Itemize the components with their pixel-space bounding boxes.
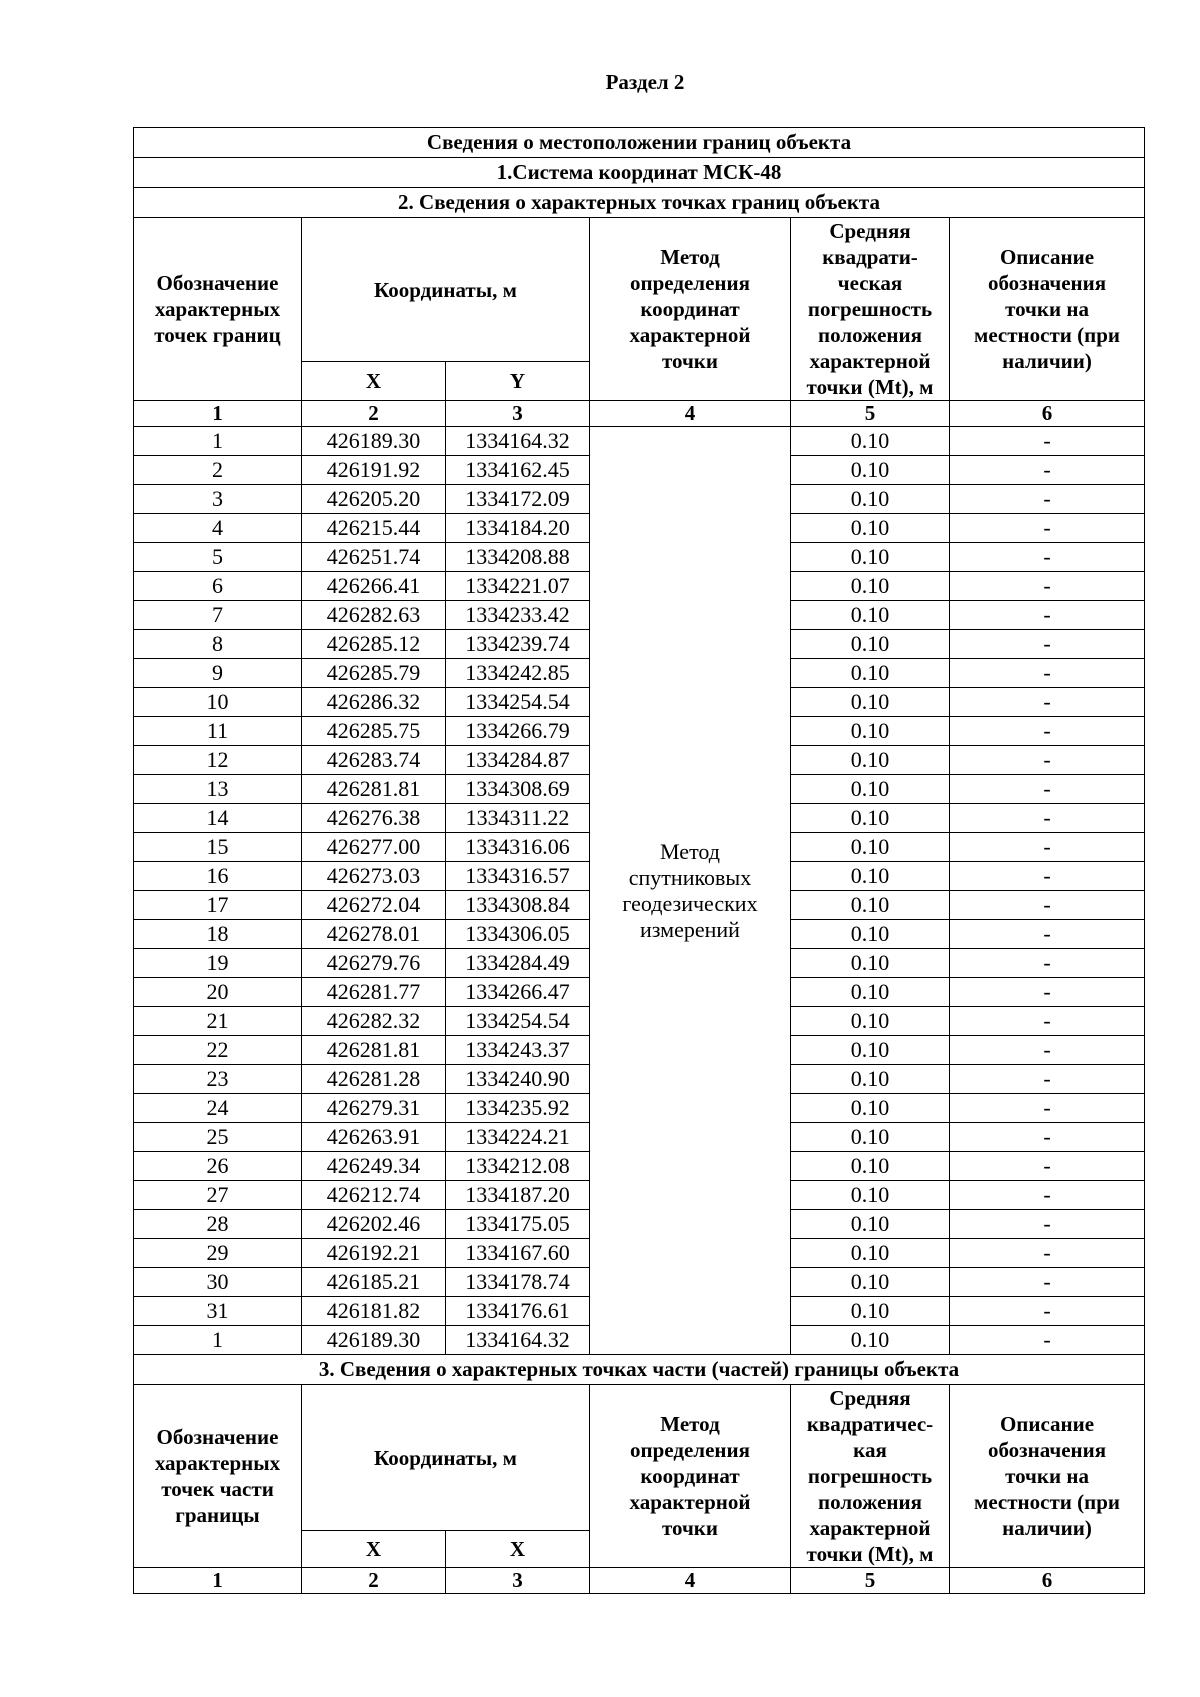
page-heading: Раздел 2 xyxy=(605,70,685,94)
method-text: Метод спутниковых геодезических измерений xyxy=(622,838,758,942)
error-cell: 0.10 xyxy=(791,456,950,485)
column-number: 2 xyxy=(302,1568,446,1594)
y-coordinate-cell: 1334242.85 xyxy=(446,659,590,688)
section2-title: 2. Сведения о характерных точках границ объекта xyxy=(134,188,1145,218)
column-number: 3 xyxy=(446,1568,590,1594)
description-cell: - xyxy=(950,862,1145,891)
y-coordinate-cell: 1334254.54 xyxy=(446,1007,590,1036)
point-number-cell: 1 xyxy=(134,1326,302,1355)
y-coordinate-cell: 1334164.32 xyxy=(446,427,590,456)
description-cell: - xyxy=(950,427,1145,456)
x-coordinate-cell: 426266.41 xyxy=(302,572,446,601)
x-coordinate-cell: 426285.75 xyxy=(302,717,446,746)
description-cell: - xyxy=(950,1326,1145,1355)
description-cell: - xyxy=(950,1152,1145,1181)
x-coordinate-cell: 426181.82 xyxy=(302,1297,446,1326)
error-cell: 0.10 xyxy=(791,717,950,746)
x-coordinate-cell: 426189.30 xyxy=(302,1326,446,1355)
x-coordinate-cell: 426205.20 xyxy=(302,485,446,514)
column-number: 5 xyxy=(791,401,950,427)
y-coordinate-cell: 1334284.87 xyxy=(446,746,590,775)
x-coordinate-cell: 426263.91 xyxy=(302,1123,446,1152)
table-row xyxy=(134,427,1145,456)
error-cell: 0.10 xyxy=(791,746,950,775)
description-cell: - xyxy=(950,1123,1145,1152)
x-coordinate-cell: 426212.74 xyxy=(302,1181,446,1210)
s3-header-error: Средняя квадратичес- кая погрешность положения характерной точки (Mt), м xyxy=(791,1385,950,1568)
column-number: 6 xyxy=(950,1568,1145,1594)
description-cell: - xyxy=(950,1065,1145,1094)
point-number-cell: 11 xyxy=(134,717,302,746)
table-title: Сведения о местоположении границ объекта xyxy=(134,128,1145,158)
error-cell: 0.10 xyxy=(791,1297,950,1326)
description-cell: - xyxy=(950,1268,1145,1297)
x-coordinate-cell: 426273.03 xyxy=(302,862,446,891)
error-cell: 0.10 xyxy=(791,1239,950,1268)
x-coordinate-cell: 426276.38 xyxy=(302,804,446,833)
description-cell: - xyxy=(950,688,1145,717)
s3-header-method: Метод определения координат характерной точки xyxy=(590,1385,791,1568)
s2-header-y: Y xyxy=(446,362,590,401)
description-cell: - xyxy=(950,1007,1145,1036)
error-cell: 0.10 xyxy=(791,601,950,630)
x-coordinate-cell: 426202.46 xyxy=(302,1210,446,1239)
x-coordinate-cell: 426215.44 xyxy=(302,514,446,543)
error-cell: 0.10 xyxy=(791,427,950,456)
s2-header-desc: Описание обозначения точки на местности (при наличии) xyxy=(950,218,1145,401)
point-number-cell: 7 xyxy=(134,601,302,630)
x-coordinate-cell: 426249.34 xyxy=(302,1152,446,1181)
error-cell: 0.10 xyxy=(791,1210,950,1239)
point-number-cell: 21 xyxy=(134,1007,302,1036)
error-cell: 0.10 xyxy=(791,485,950,514)
description-cell: - xyxy=(950,949,1145,978)
column-number: 1 xyxy=(134,401,302,427)
x-coordinate-cell: 426279.31 xyxy=(302,1094,446,1123)
error-cell: 0.10 xyxy=(791,949,950,978)
description-cell: - xyxy=(950,746,1145,775)
s2-header-coords: Координаты, м xyxy=(302,218,590,362)
y-coordinate-cell: 1334184.20 xyxy=(446,514,590,543)
description-cell: - xyxy=(950,1297,1145,1326)
description-cell: - xyxy=(950,514,1145,543)
method-cell xyxy=(590,427,791,1355)
error-cell: 0.10 xyxy=(791,775,950,804)
column-number: 2 xyxy=(302,401,446,427)
coordinate-system: 1.Система координат МСК-48 xyxy=(134,158,1145,188)
description-cell: - xyxy=(950,804,1145,833)
point-number-cell: 9 xyxy=(134,659,302,688)
x-coordinate-cell: 426285.79 xyxy=(302,659,446,688)
description-cell: - xyxy=(950,1181,1145,1210)
point-number-cell: 31 xyxy=(134,1297,302,1326)
description-cell: - xyxy=(950,1210,1145,1239)
description-cell: - xyxy=(950,630,1145,659)
error-cell: 0.10 xyxy=(791,862,950,891)
description-cell: - xyxy=(950,891,1145,920)
s3-column-numbers xyxy=(134,1568,1145,1594)
description-cell: - xyxy=(950,572,1145,601)
point-number-cell: 12 xyxy=(134,746,302,775)
description-cell: - xyxy=(950,1094,1145,1123)
error-cell: 0.10 xyxy=(791,659,950,688)
y-coordinate-cell: 1334172.09 xyxy=(446,485,590,514)
description-cell: - xyxy=(950,543,1145,572)
error-cell: 0.10 xyxy=(791,1007,950,1036)
y-coordinate-cell: 1334316.06 xyxy=(446,833,590,862)
x-coordinate-cell: 426283.74 xyxy=(302,746,446,775)
x-coordinate-cell: 426279.76 xyxy=(302,949,446,978)
x-coordinate-cell: 426282.32 xyxy=(302,1007,446,1036)
description-cell: - xyxy=(950,659,1145,688)
error-cell: 0.10 xyxy=(791,1268,950,1297)
point-number-cell: 30 xyxy=(134,1268,302,1297)
point-number-cell: 14 xyxy=(134,804,302,833)
x-coordinate-cell: 426189.30 xyxy=(302,427,446,456)
point-number-cell: 8 xyxy=(134,630,302,659)
point-number-cell: 18 xyxy=(134,920,302,949)
description-cell: - xyxy=(950,775,1145,804)
point-number-cell: 10 xyxy=(134,688,302,717)
description-cell: - xyxy=(950,717,1145,746)
point-number-cell: 28 xyxy=(134,1210,302,1239)
y-coordinate-cell: 1334212.08 xyxy=(446,1152,590,1181)
boundary-table xyxy=(133,127,1145,1594)
point-number-cell: 17 xyxy=(134,891,302,920)
y-coordinate-cell: 1334266.47 xyxy=(446,978,590,1007)
description-cell: - xyxy=(950,920,1145,949)
point-number-cell: 3 xyxy=(134,485,302,514)
column-number: 1 xyxy=(134,1568,302,1594)
y-coordinate-cell: 1334208.88 xyxy=(446,543,590,572)
error-cell: 0.10 xyxy=(791,1094,950,1123)
error-cell: 0.10 xyxy=(791,572,950,601)
s2-header-method: Метод определения координат характерной точки xyxy=(590,218,791,401)
error-cell: 0.10 xyxy=(791,1036,950,1065)
point-number-cell: 20 xyxy=(134,978,302,1007)
description-cell: - xyxy=(950,833,1145,862)
point-number-cell: 25 xyxy=(134,1123,302,1152)
y-coordinate-cell: 1334266.79 xyxy=(446,717,590,746)
x-coordinate-cell: 426251.74 xyxy=(302,543,446,572)
y-coordinate-cell: 1334176.61 xyxy=(446,1297,590,1326)
column-number: 6 xyxy=(950,401,1145,427)
s3-header-y: X xyxy=(446,1531,590,1568)
x-coordinate-cell: 426192.21 xyxy=(302,1239,446,1268)
point-number-cell: 16 xyxy=(134,862,302,891)
error-cell: 0.10 xyxy=(791,1065,950,1094)
point-number-cell: 27 xyxy=(134,1181,302,1210)
y-coordinate-cell: 1334306.05 xyxy=(446,920,590,949)
point-number-cell: 29 xyxy=(134,1239,302,1268)
y-coordinate-cell: 1334308.69 xyxy=(446,775,590,804)
error-cell: 0.10 xyxy=(791,920,950,949)
y-coordinate-cell: 1334239.74 xyxy=(446,630,590,659)
point-number-cell: 24 xyxy=(134,1094,302,1123)
point-number-cell: 5 xyxy=(134,543,302,572)
x-coordinate-cell: 426277.00 xyxy=(302,833,446,862)
s3-header-x: X xyxy=(302,1531,446,1568)
description-cell: - xyxy=(950,601,1145,630)
x-coordinate-cell: 426282.63 xyxy=(302,601,446,630)
y-coordinate-cell: 1334224.21 xyxy=(446,1123,590,1152)
y-coordinate-cell: 1334235.92 xyxy=(446,1094,590,1123)
s3-header-desc: Описание обозначения точки на местности (при наличии) xyxy=(950,1385,1145,1568)
error-cell: 0.10 xyxy=(791,1152,950,1181)
error-cell: 0.10 xyxy=(791,1181,950,1210)
description-cell: - xyxy=(950,1239,1145,1268)
error-cell: 0.10 xyxy=(791,978,950,1007)
y-coordinate-cell: 1334175.05 xyxy=(446,1210,590,1239)
x-coordinate-cell: 426281.81 xyxy=(302,775,446,804)
s3-header-coords: Координаты, м xyxy=(302,1385,590,1531)
description-cell: - xyxy=(950,485,1145,514)
point-number-cell: 19 xyxy=(134,949,302,978)
error-cell: 0.10 xyxy=(791,833,950,862)
point-number-cell: 2 xyxy=(134,456,302,485)
point-number-cell: 22 xyxy=(134,1036,302,1065)
x-coordinate-cell: 426191.92 xyxy=(302,456,446,485)
x-coordinate-cell: 426185.21 xyxy=(302,1268,446,1297)
point-number-cell: 4 xyxy=(134,514,302,543)
x-coordinate-cell: 426272.04 xyxy=(302,891,446,920)
y-coordinate-cell: 1334284.49 xyxy=(446,949,590,978)
y-coordinate-cell: 1334187.20 xyxy=(446,1181,590,1210)
point-number-cell: 13 xyxy=(134,775,302,804)
s2-header-error: Средняя квадрати- ческая погрешность положения характерной точки (Mt), м xyxy=(791,218,950,401)
x-coordinate-cell: 426285.12 xyxy=(302,630,446,659)
error-cell: 0.10 xyxy=(791,1326,950,1355)
y-coordinate-cell: 1334243.37 xyxy=(446,1036,590,1065)
y-coordinate-cell: 1334254.54 xyxy=(446,688,590,717)
column-number: 5 xyxy=(791,1568,950,1594)
y-coordinate-cell: 1334311.22 xyxy=(446,804,590,833)
y-coordinate-cell: 1334316.57 xyxy=(446,862,590,891)
y-coordinate-cell: 1334233.42 xyxy=(446,601,590,630)
y-coordinate-cell: 1334178.74 xyxy=(446,1268,590,1297)
s3-header-point: Обозначение характерных точек части границы xyxy=(134,1385,302,1568)
column-number: 4 xyxy=(590,1568,791,1594)
error-cell: 0.10 xyxy=(791,804,950,833)
s2-column-numbers xyxy=(134,401,1145,427)
description-cell: - xyxy=(950,978,1145,1007)
point-number-cell: 6 xyxy=(134,572,302,601)
section3-title: 3. Сведения о характерных точках части (частей) границы объекта xyxy=(134,1355,1145,1385)
x-coordinate-cell: 426281.77 xyxy=(302,978,446,1007)
s2-header-point: Обозначение характерных точек границ xyxy=(134,218,302,401)
column-number: 3 xyxy=(446,401,590,427)
x-coordinate-cell: 426286.32 xyxy=(302,688,446,717)
point-number-cell: 1 xyxy=(134,427,302,456)
description-cell: - xyxy=(950,1036,1145,1065)
error-cell: 0.10 xyxy=(791,891,950,920)
y-coordinate-cell: 1334167.60 xyxy=(446,1239,590,1268)
x-coordinate-cell: 426278.01 xyxy=(302,920,446,949)
s2-header-x: X xyxy=(302,362,446,401)
y-coordinate-cell: 1334308.84 xyxy=(446,891,590,920)
error-cell: 0.10 xyxy=(791,1123,950,1152)
column-number: 4 xyxy=(590,401,791,427)
error-cell: 0.10 xyxy=(791,514,950,543)
y-coordinate-cell: 1334162.45 xyxy=(446,456,590,485)
point-number-cell: 26 xyxy=(134,1152,302,1181)
point-number-cell: 15 xyxy=(134,833,302,862)
error-cell: 0.10 xyxy=(791,543,950,572)
y-coordinate-cell: 1334221.07 xyxy=(446,572,590,601)
point-number-cell: 23 xyxy=(134,1065,302,1094)
error-cell: 0.10 xyxy=(791,630,950,659)
y-coordinate-cell: 1334164.32 xyxy=(446,1326,590,1355)
description-cell: - xyxy=(950,456,1145,485)
x-coordinate-cell: 426281.28 xyxy=(302,1065,446,1094)
x-coordinate-cell: 426281.81 xyxy=(302,1036,446,1065)
y-coordinate-cell: 1334240.90 xyxy=(446,1065,590,1094)
error-cell: 0.10 xyxy=(791,688,950,717)
